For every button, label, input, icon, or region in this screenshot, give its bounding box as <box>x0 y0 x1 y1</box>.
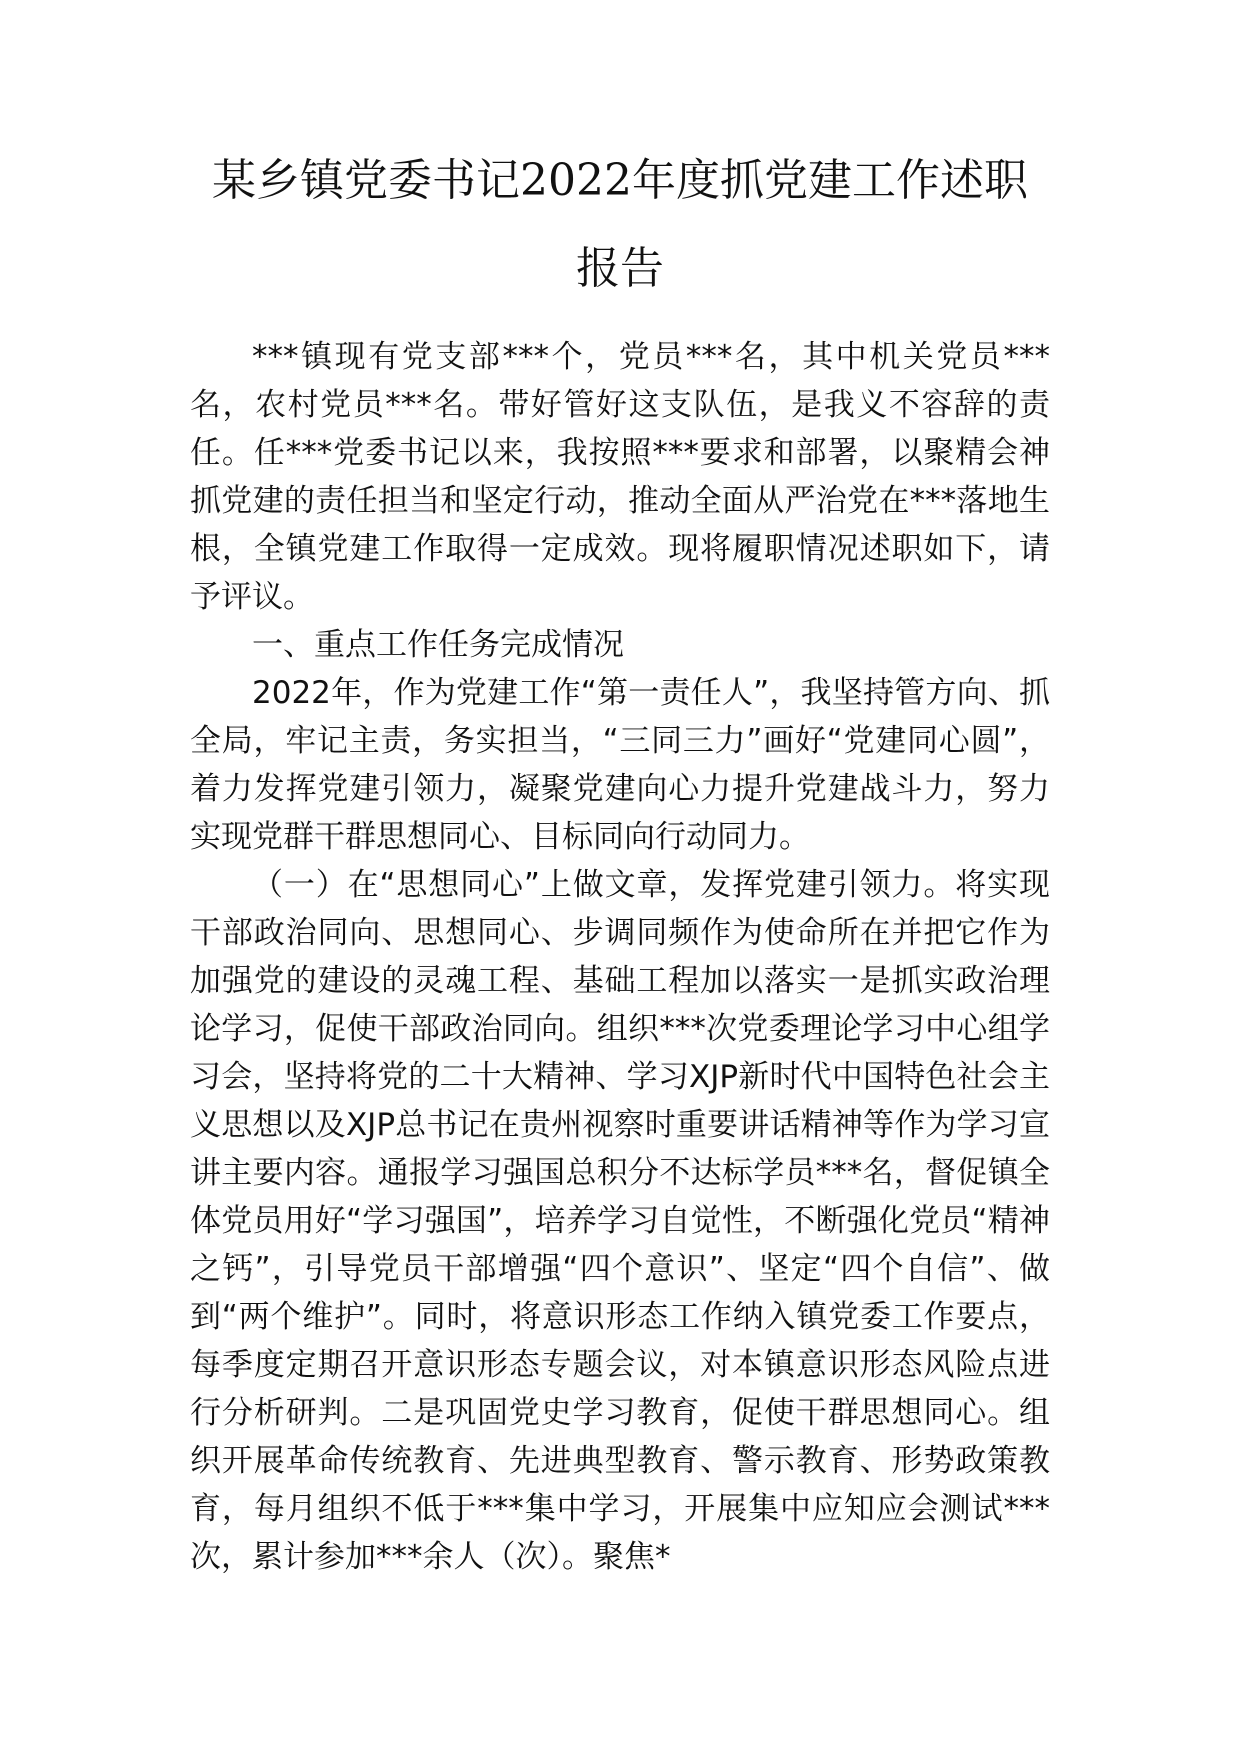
paragraph-overview: 2022年，作为党建工作“第一责任人”，我坚持管方向、抓全局，牢记主责，务实担当，“三同三力”画好“党建同心圆”，着力发挥党建引领力，凝聚党建向心力提升党建战斗力，努力实现党群干群思想同心、目标同向行动同力。 <box>190 675 1050 855</box>
document-body <box>190 333 1050 1581</box>
document-title-line-1: 某乡镇党委书记2022年度抓党建工作述职 <box>212 155 1028 206</box>
paragraph-intro: ***镇现有党支部***个，党员***名，其中机关党员***名，农村党员***名。带好管好这支队伍，是我义不容辞的责任。任***党委书记以来，我按照***要求和部署，以聚精会神抓党建的责任担当和坚定行动，推动全面从严治党在***落地生根，全镇党建工作取得一定成效。现将履职情况述职如下，请予评议。 <box>190 339 1050 615</box>
paragraph-subsection-1: （一）在“思想同心”上做文章，发挥党建引领力。将实现干部政治同向、思想同心、步调同频作为使命所在并把它作为加强党的建设的灵魂工程、基础工程加以落实一是抓实政治理论学习，促使干部政治同向。组织***次党委理论学习中心组学习会，坚持将党的二十大精神、学习XJP新时代中国特色社会主义思想以及XJP总书记在贵州视察时重要讲话精神等作为学习宣讲主要内容。通报学习强国总积分不达标学员***名，督促镇全体党员用好“学习强国”，培养学习自觉性，不断强化党员“精神之钙”，引导党员干部增强“四个意识”、坚定“四个自信”、做到“两个维护”。同时，将意识形态工作纳入镇党委工作要点，每季度定期召开意识形态专题会议，对本镇意识形态风险点进行分析研判。二是巩固党史学习教育，促使干群思想同心。组织开展革命传统教育、先进典型教育、警示教育、形势政策教育，每月组织不低于***集中学习，开展集中应知应会测试***次，累计参加***余人（次）。聚焦* <box>190 867 1050 1575</box>
section-heading: 一、重点工作任务完成情况 <box>252 627 624 663</box>
document-title <box>190 137 1050 313</box>
document-title-line-2: 报告 <box>576 243 664 294</box>
